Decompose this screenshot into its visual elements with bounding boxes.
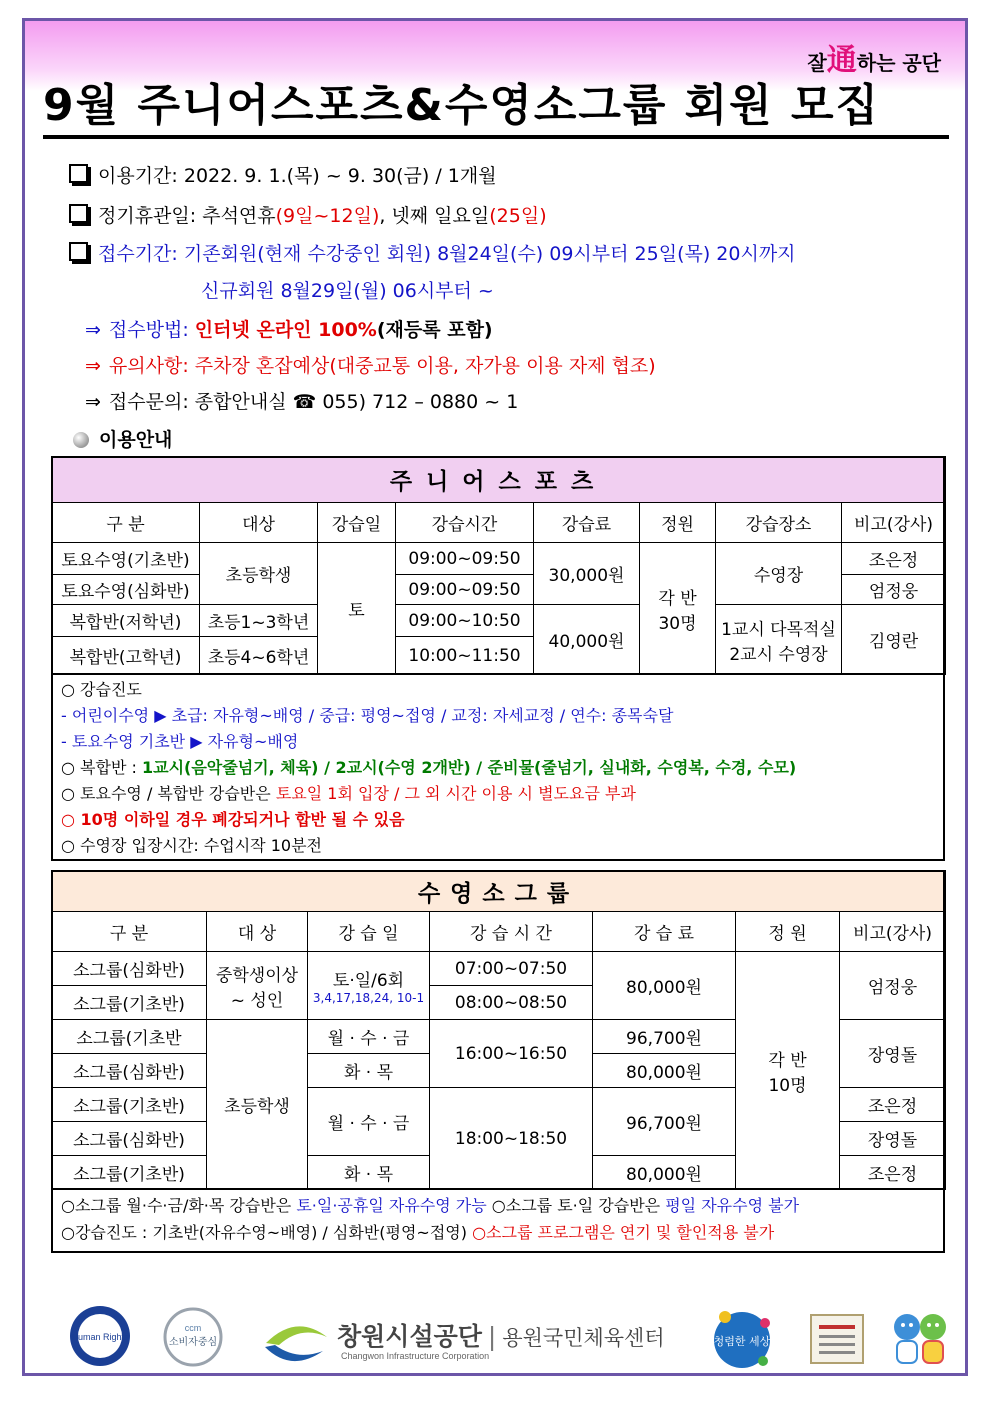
table-cell: 장영돌 (840, 1020, 946, 1088)
closed-b: (9일~12일) (275, 205, 380, 227)
table-cell: 수영장 (716, 543, 842, 605)
table-cell (716, 605, 842, 675)
col-header: 대상 (200, 503, 318, 543)
slogan-emphasis: 通 (826, 43, 857, 78)
col-header: 구 분 (52, 503, 200, 543)
day-line1: 토·일/6회 (332, 971, 405, 991)
col-header: 강습장소 (716, 503, 842, 543)
table-cell: 80,000원 (593, 952, 736, 1020)
table-cell (207, 952, 308, 1020)
mascot-characters-icon (889, 1303, 951, 1375)
info-period (69, 161, 497, 188)
table-cell: 월 · 수 · 금 (308, 1088, 430, 1156)
period-label: 이용기간: (98, 165, 178, 187)
slogan (807, 35, 941, 79)
human-rights-logo-icon (65, 1303, 135, 1369)
table-cell: 엄정웅 (842, 575, 946, 605)
note-line: ○ 10명 이하일 경우 폐강되거나 합반 될 수 있음 (61, 810, 405, 829)
table-cell: 장영돌 (840, 1122, 946, 1156)
table-cell: 80,000원 (593, 1054, 736, 1088)
table-cell: 07:00~07:50 (430, 952, 593, 986)
page-title: 9월 주니어스포츠&수영소그룹 회원 모집 (43, 77, 949, 139)
table-cell: 토요수영(심화반) (52, 575, 200, 605)
table-cell (640, 543, 716, 675)
closed-d: (25일) (489, 205, 547, 227)
junior-table (51, 456, 946, 675)
col-header: 강습료 (534, 503, 640, 543)
footer-logos (65, 1303, 945, 1383)
table-cell: 조은정 (840, 1088, 946, 1122)
table-cell: 09:00~10:50 (396, 605, 534, 637)
col-header: 대 상 (207, 912, 308, 952)
target-line1: 중학생이상 (215, 965, 299, 986)
table-cell: 조은정 (840, 1156, 946, 1190)
arrow-icon: ⇒ (85, 319, 101, 341)
table-cell: 16:00~16:50 (430, 1020, 593, 1088)
table-cell (736, 952, 840, 1190)
table-cell: 09:00~09:50 (396, 543, 534, 575)
table-cell: 40,000원 (534, 605, 640, 675)
table-cell: 초등학생 (207, 1020, 308, 1190)
col-header: 강습일 (318, 503, 396, 543)
note-text: 토·일·공휴일 자유수영 가능 (296, 1196, 487, 1215)
note-text: 토요일 1회 입장 / 그 외 시간 이용 시 별도요금 부과 (275, 784, 636, 803)
note-text: 평일 자유수영 불가 (665, 1196, 800, 1215)
table-cell: 소그룹(기초반) (52, 1156, 207, 1190)
col-header: 강 습 료 (593, 912, 736, 952)
col-header: 정원 (640, 503, 716, 543)
table-cell: 토요수영(기초반) (52, 543, 200, 575)
table-cell: 소그룹(기초반) (52, 1088, 207, 1122)
note-line: ○ 강습진도 (61, 680, 142, 699)
method-note: (재등록 포함) (376, 319, 493, 341)
group-title: 수영소그룹 (52, 871, 946, 912)
table-cell: 소그룹(심화반) (52, 952, 207, 986)
table-cell: 96,700원 (593, 1020, 736, 1054)
checkbox-icon (69, 204, 88, 223)
reg-line2: 신규회원 8월29일(월) 06시부터 ~ (201, 280, 494, 302)
note-line (61, 781, 935, 807)
col-header: 정 원 (736, 912, 840, 952)
table-cell: 09:00~09:50 (396, 575, 534, 605)
table-cell: 소그룹(기초반 (52, 1020, 207, 1054)
table-cell: 복합반(저학년) (52, 605, 200, 637)
inquiry-value: 종합안내실 ☎ 055) 712 – 0880 ~ 1 (194, 391, 519, 413)
group-table (51, 870, 946, 1190)
note-text: 1교시(음악줄넘기, 체육) / 2교시(수영 2개반) / 준비물(줄넘기, 실내화, 수영복, 수경, 수모) (141, 758, 797, 777)
day-line2: 3,4,17,18,24, 10-1 (312, 991, 425, 1005)
caution-value: 주차장 혼잡예상(대중교통 이용, 자가용 이용 자제 협조) (194, 355, 656, 377)
org-name: 창원시설공단 | 용원국민체육센터 (337, 1322, 665, 1351)
junior-notes (51, 675, 945, 861)
table-cell: 소그룹(심화반) (52, 1122, 207, 1156)
certificate-logo-icon (809, 1313, 865, 1365)
inquiry-label: 접수문의: (108, 391, 189, 413)
changwon-corp-logo-icon (261, 1315, 331, 1367)
table-cell: 화 · 목 (308, 1054, 430, 1088)
checkbox-icon (69, 164, 88, 183)
group-notes (51, 1190, 945, 1253)
arrow-icon: ⇒ (85, 355, 101, 377)
info-inquiry (85, 387, 518, 414)
closed-c: , 넷째 일요일 (379, 205, 490, 227)
usage-heading (73, 425, 172, 452)
note-line: - 토요수영 기초반 ▶ 자유형~배영 (61, 732, 299, 751)
place-line1: 1교시 다목적실 (721, 619, 836, 640)
usage-heading-text: 이용안내 (99, 429, 173, 451)
table-cell: 초등학생 (200, 543, 318, 605)
note-text: ○ 복합반 : (61, 758, 142, 777)
note-text: ○강습진도 : 기초반(자유수영~배영) / 심화반(평영~접영) (61, 1223, 473, 1242)
table-cell: 08:00~08:50 (430, 986, 593, 1020)
place-line2: 2교시 수영장 (729, 644, 828, 665)
table-cell: 화 · 목 (308, 1156, 430, 1190)
period-value: 2022. 9. 1.(목) ~ 9. 30(금) / 1개월 (183, 165, 497, 187)
cap-line2: 10명 (768, 1075, 807, 1096)
ccm-logo-icon (161, 1305, 225, 1369)
note-text: ○소그룹 프로그램은 연기 및 할인적용 불가 (472, 1223, 775, 1242)
bullet-icon (73, 432, 89, 448)
logo2b-text: 소비자중심 (168, 1337, 218, 1348)
checkbox-icon (69, 242, 88, 261)
table-cell: 18:00~18:50 (430, 1088, 593, 1190)
col-header: 비고(강사) (840, 912, 946, 952)
closed-a: 추석연휴 (202, 205, 276, 227)
logo2a-text: ccm (184, 1323, 202, 1333)
col-header: 구 분 (52, 912, 207, 952)
table-cell: 96,700원 (593, 1088, 736, 1156)
method-label: 접수방법: (108, 319, 189, 341)
closed-label: 정기휴관일: (98, 205, 197, 227)
table-cell: 소그룹(기초반) (52, 986, 207, 1020)
col-header: 비고(강사) (842, 503, 946, 543)
cap-line1: 각 반 (768, 1050, 807, 1071)
page-frame (22, 18, 968, 1376)
table-cell: 복합반(고학년) (52, 637, 200, 675)
table-cell: 토 (318, 543, 396, 675)
note-text: ○ 토요수영 / 복합반 강습반은 (61, 784, 276, 803)
arrow-icon: ⇒ (85, 391, 101, 413)
info-closed (69, 201, 547, 228)
clean-world-logo-icon (705, 1303, 779, 1377)
info-method (85, 315, 493, 342)
table-cell: 조은정 (842, 543, 946, 575)
caution-label: 유의사항: (108, 355, 189, 377)
table-cell: 초등1~3학년 (200, 605, 318, 637)
cap-line1: 각 반 (658, 588, 697, 609)
junior-title: 주니어스포츠 (52, 457, 946, 503)
note-line (61, 755, 935, 781)
note-text: ○소그룹 토·일 강습반은 (486, 1196, 666, 1215)
center-name-text: 용원국민체육센터 (502, 1326, 665, 1350)
table-cell: 김영란 (842, 605, 946, 675)
note-line: - 어린이수영 ▶ 초급: 자유형~배영 / 중급: 평영~접영 / 교정: 자세교정 / 연수: 종목숙달 (61, 706, 674, 725)
slogan-pre: 잘 (807, 51, 827, 75)
table-cell: 10:00~11:50 (396, 637, 534, 675)
org-name-text: 창원시설공단 (337, 1322, 482, 1351)
col-header: 강 습 일 (308, 912, 430, 952)
table-cell: 월 · 수 · 금 (308, 1020, 430, 1054)
col-header: 강습시간 (396, 503, 534, 543)
note-line (61, 1219, 935, 1246)
table-cell: 초등4~6학년 (200, 637, 318, 675)
target-line2: ~ 성인 (230, 990, 284, 1011)
reg-label: 접수기간: (98, 243, 178, 265)
table-cell: 소그룹(심화반) (52, 1054, 207, 1088)
table-cell: 80,000원 (593, 1156, 736, 1190)
note-line (61, 1192, 935, 1219)
table-cell (308, 952, 430, 1020)
logo4-text: 청렴한 세상 (713, 1335, 771, 1348)
method-value: 인터넷 온라인 100% (194, 319, 377, 341)
info-caution (85, 351, 656, 378)
table-cell: 30,000원 (534, 543, 640, 605)
logo1-text: Human Rights (71, 1332, 129, 1342)
col-header: 강 습 시 간 (430, 912, 593, 952)
cap-line2: 30명 (658, 613, 697, 634)
note-text: ○소그룹 월·수·금/화·목 강습반은 (61, 1196, 297, 1215)
slogan-post: 하는 공단 (856, 51, 941, 75)
info-registration (69, 239, 796, 266)
table-cell: 엄정웅 (840, 952, 946, 1020)
note-line: ○ 수영장 입장시간: 수업시작 10분전 (61, 836, 322, 855)
reg-line1: 기존회원(현재 수강중인 회원) 8월24일(수) 09시부터 25일(목) 20시까지 (183, 243, 796, 265)
org-en-text: Changwon Infrastructure Corporation (341, 1351, 490, 1361)
